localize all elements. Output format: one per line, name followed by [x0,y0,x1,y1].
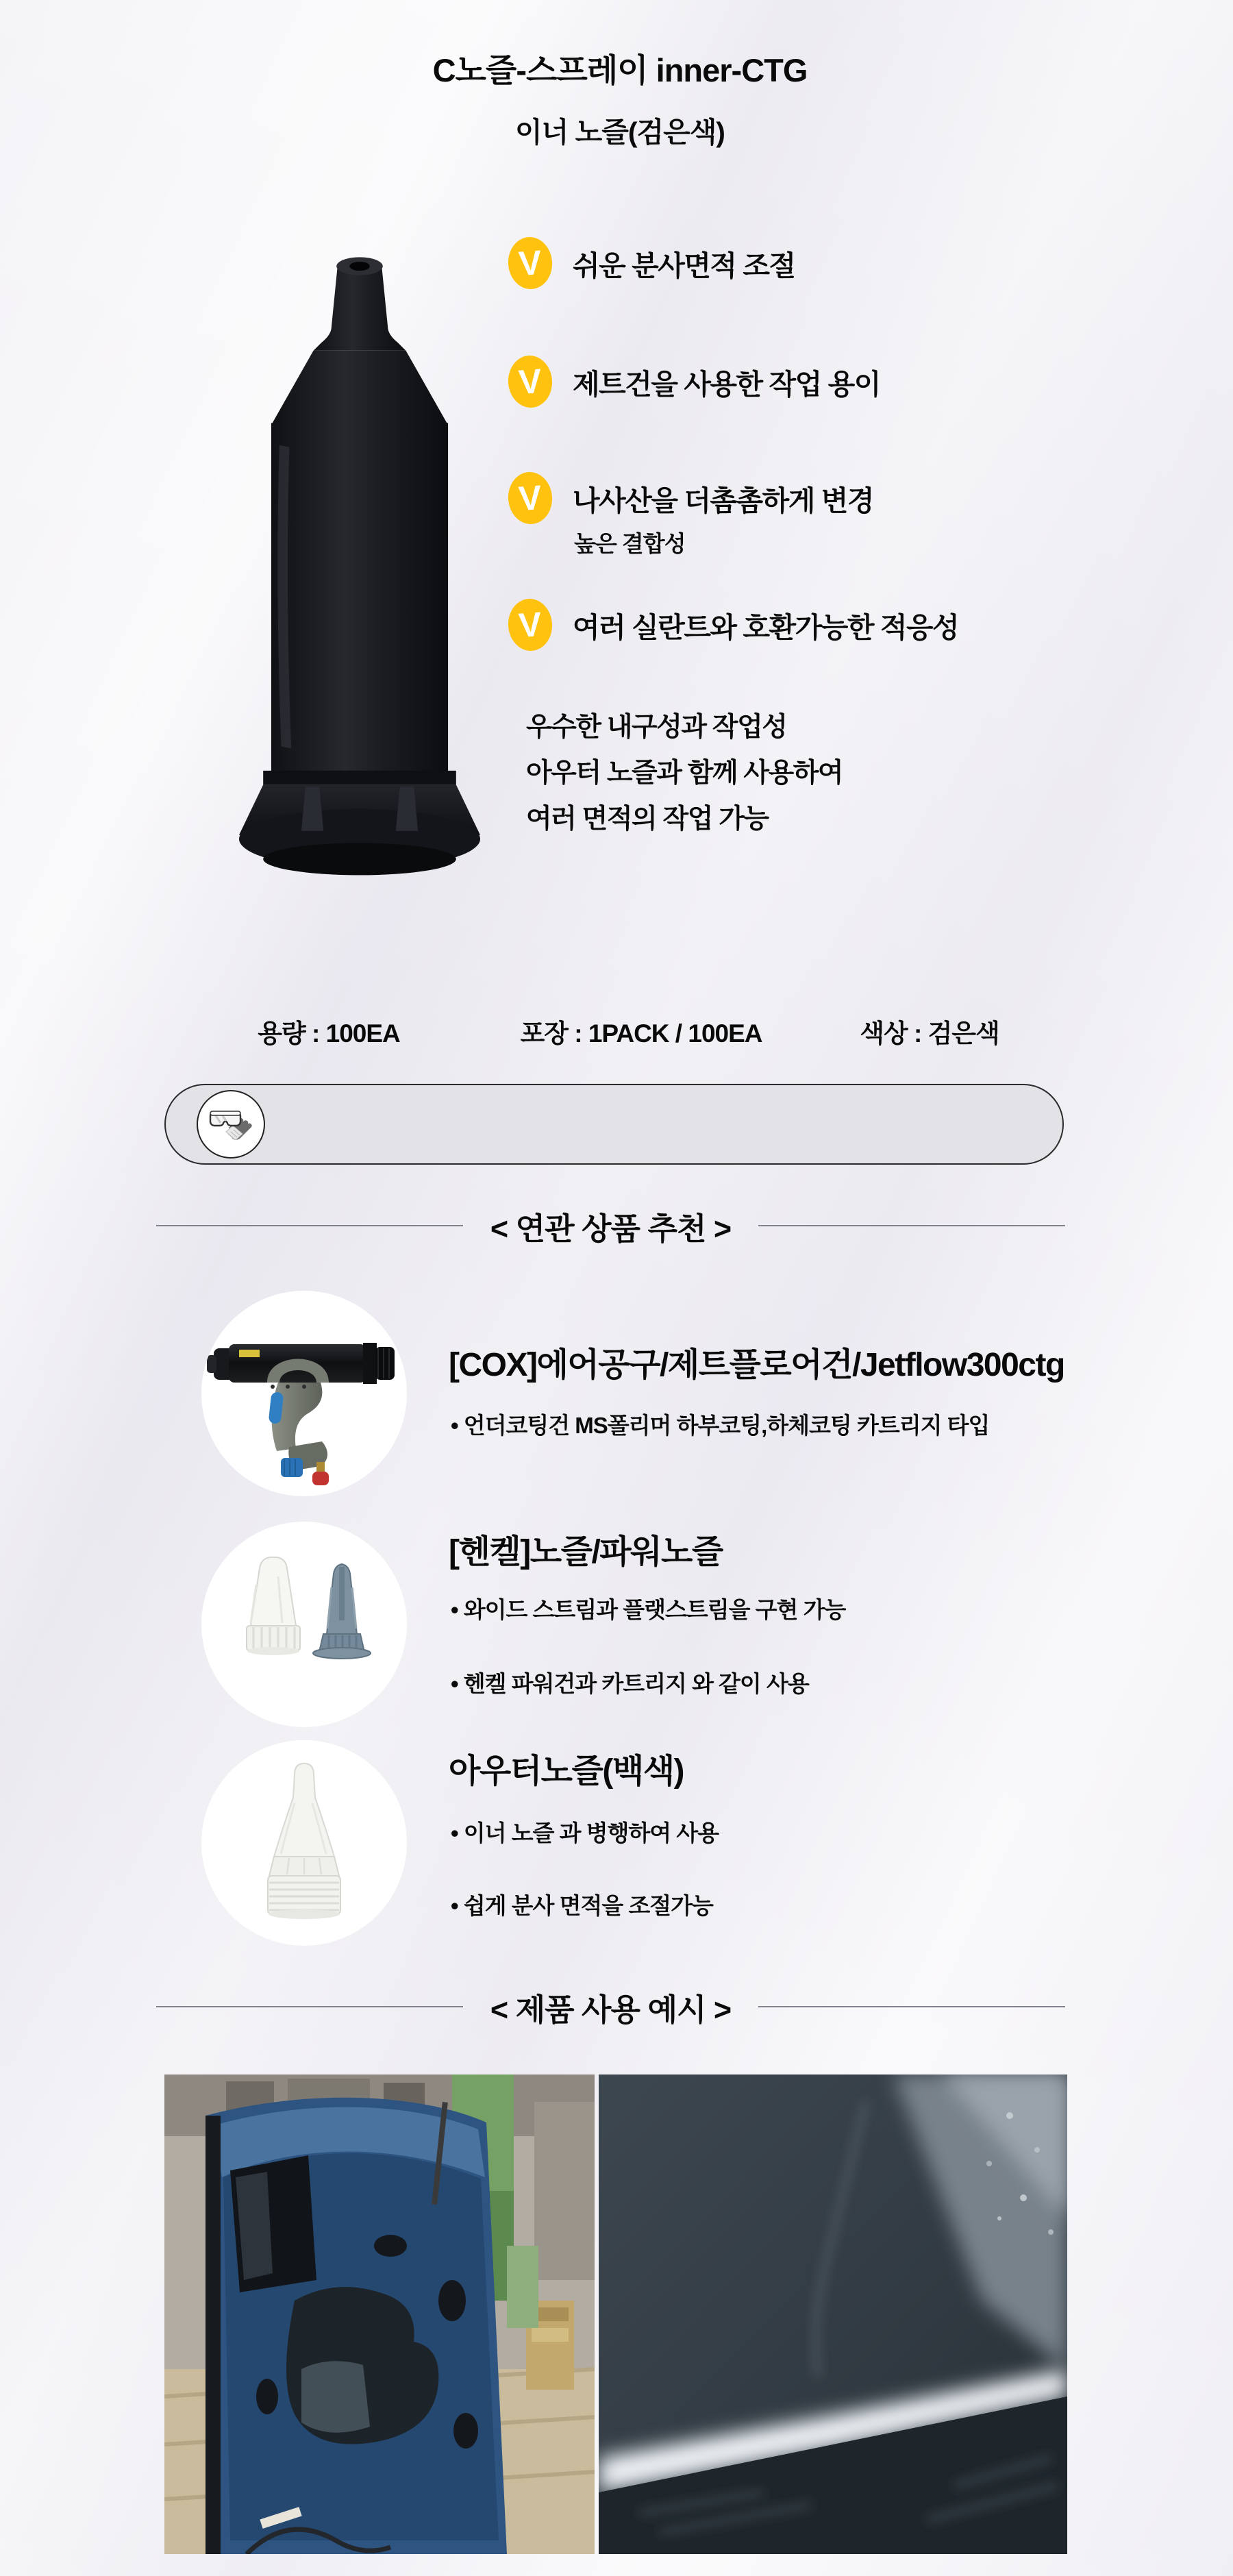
inner-nozzle-image [209,226,510,945]
workshop-door-photo [164,2075,595,2554]
related-product-bullet: • 헨켈 파워건과 카트리지 와 같이 사용 [451,1671,809,1696]
feature-sublabel: 높은 결합성 [574,531,686,556]
coated-panel-photo [599,2075,1067,2554]
feature-row [508,237,795,289]
related-product-title: [헨켈]노즐/파워노즐 [449,1534,723,1570]
safety-pill [164,1084,1064,1165]
divider-line [156,1225,463,1226]
page-title: C노즐-스프레이 inner-CTG [432,52,808,88]
page-subtitle: 이너 노즐(검은색) [515,116,725,148]
usage-photo-coating [599,2075,1067,2554]
outer-nozzle-image [201,1740,407,1946]
description-line: 아우터 노즐과 함께 사용하여 [526,758,843,788]
spec-package: 포장 : 1PACK / 100EA [520,1019,762,1048]
feature-row [508,472,873,524]
check-v-icon: V [506,597,553,652]
henkel-nozzles-thumbnail [201,1522,407,1727]
check-v-icon: V [506,471,553,525]
cox-gun-thumbnail [201,1291,407,1496]
related-product-title: [COX]에어공구/제트플로어건/Jetflow300ctg [449,1347,1064,1383]
feature-row [508,356,880,408]
feature-label: 여러 실란트와 호환가능한 적응성 [573,611,959,643]
section-related [156,1204,1065,1247]
inner-nozzle-graphic [209,226,510,945]
related-product-bullet: • 쉽게 분사 면적을 조절가능 [451,1893,713,1918]
description-line: 여러 면적의 작업 가능 [526,804,769,834]
check-v-icon: V [506,236,553,290]
feature-label: 쉬운 분사면적 조절 [573,249,795,282]
divider-line [758,1225,1065,1226]
spec-color: 색상 : 검은색 [860,1019,999,1048]
feature-row [508,599,958,651]
section-title: < 제품 사용 예시 > [490,1992,732,2027]
section-title: < 연관 상품 추천 > [490,1211,732,1246]
goggles-glove-icon [208,1102,253,1147]
description-line: 우수한 내구성과 작업성 [526,713,787,742]
feature-label: 제트건을 사용한 작업 용이 [573,368,880,400]
safety-icon-circle [197,1090,265,1159]
feature-label: 나사산을 더촘촘하게 변경 [573,484,873,517]
divider-line [758,2006,1065,2007]
check-v-icon: V [506,354,553,409]
product-description [526,704,843,842]
related-product-bullet: • 와이드 스트림과 플랫스트림을 구현 가능 [451,1597,846,1622]
related-product-bullet: • 언더코팅건 MS폴리머 하부코팅,하체코팅 카트리지 타입 [451,1413,990,1438]
spec-capacity: 용량 : 100EA [258,1019,400,1048]
divider-line [156,2006,463,2007]
outer-nozzle-thumbnail [201,1740,407,1946]
related-product-title: 아우터노즐(백색) [449,1753,684,1789]
section-usage [156,1985,1065,2028]
nozzle-pair-image [201,1522,407,1727]
related-product-bullet: • 이너 노즐 과 병행하여 사용 [451,1820,719,1846]
usage-photo-door [164,2075,595,2554]
caulking-gun-image [201,1291,407,1496]
